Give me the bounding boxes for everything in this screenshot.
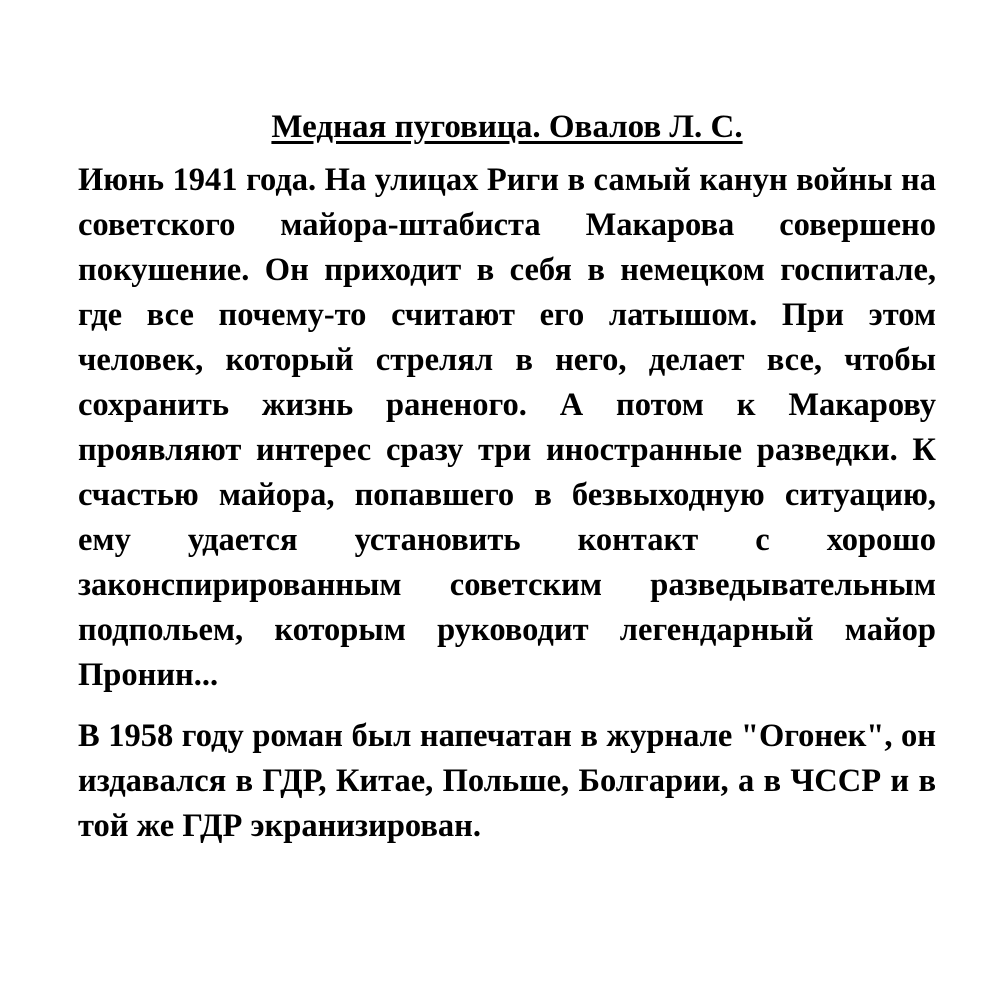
document-page	[78, 104, 936, 849]
publication-paragraph: В 1958 году роман был напечатан в журнале "Огонек", он издавался в ГДР, Китае, Польше, Болгарии, а в ЧССР и в той же ГДР экранизирован.	[78, 718, 936, 844]
synopsis-paragraph: Июнь 1941 года. На улицах Риги в самый канун войны на советского майора-штабиста Макарова совершено покушение. Он приходит в себя в немецком госпитале, где все почему-то считают его латышом. При этом человек, который стрелял в него, делает все, чтобы сохранить жизнь раненого. А потом к Макарову проявляют интерес сразу три иностранные разведки. К счастью майора, попавшего в безвыходную ситуацию, ему удается установить контакт с хорошо законспирированным советским разведывательным подпольем, которым руководит легендарный майор Пронин...	[78, 162, 936, 693]
document-title: Медная пуговица. Овалов Л. С.	[271, 109, 743, 145]
